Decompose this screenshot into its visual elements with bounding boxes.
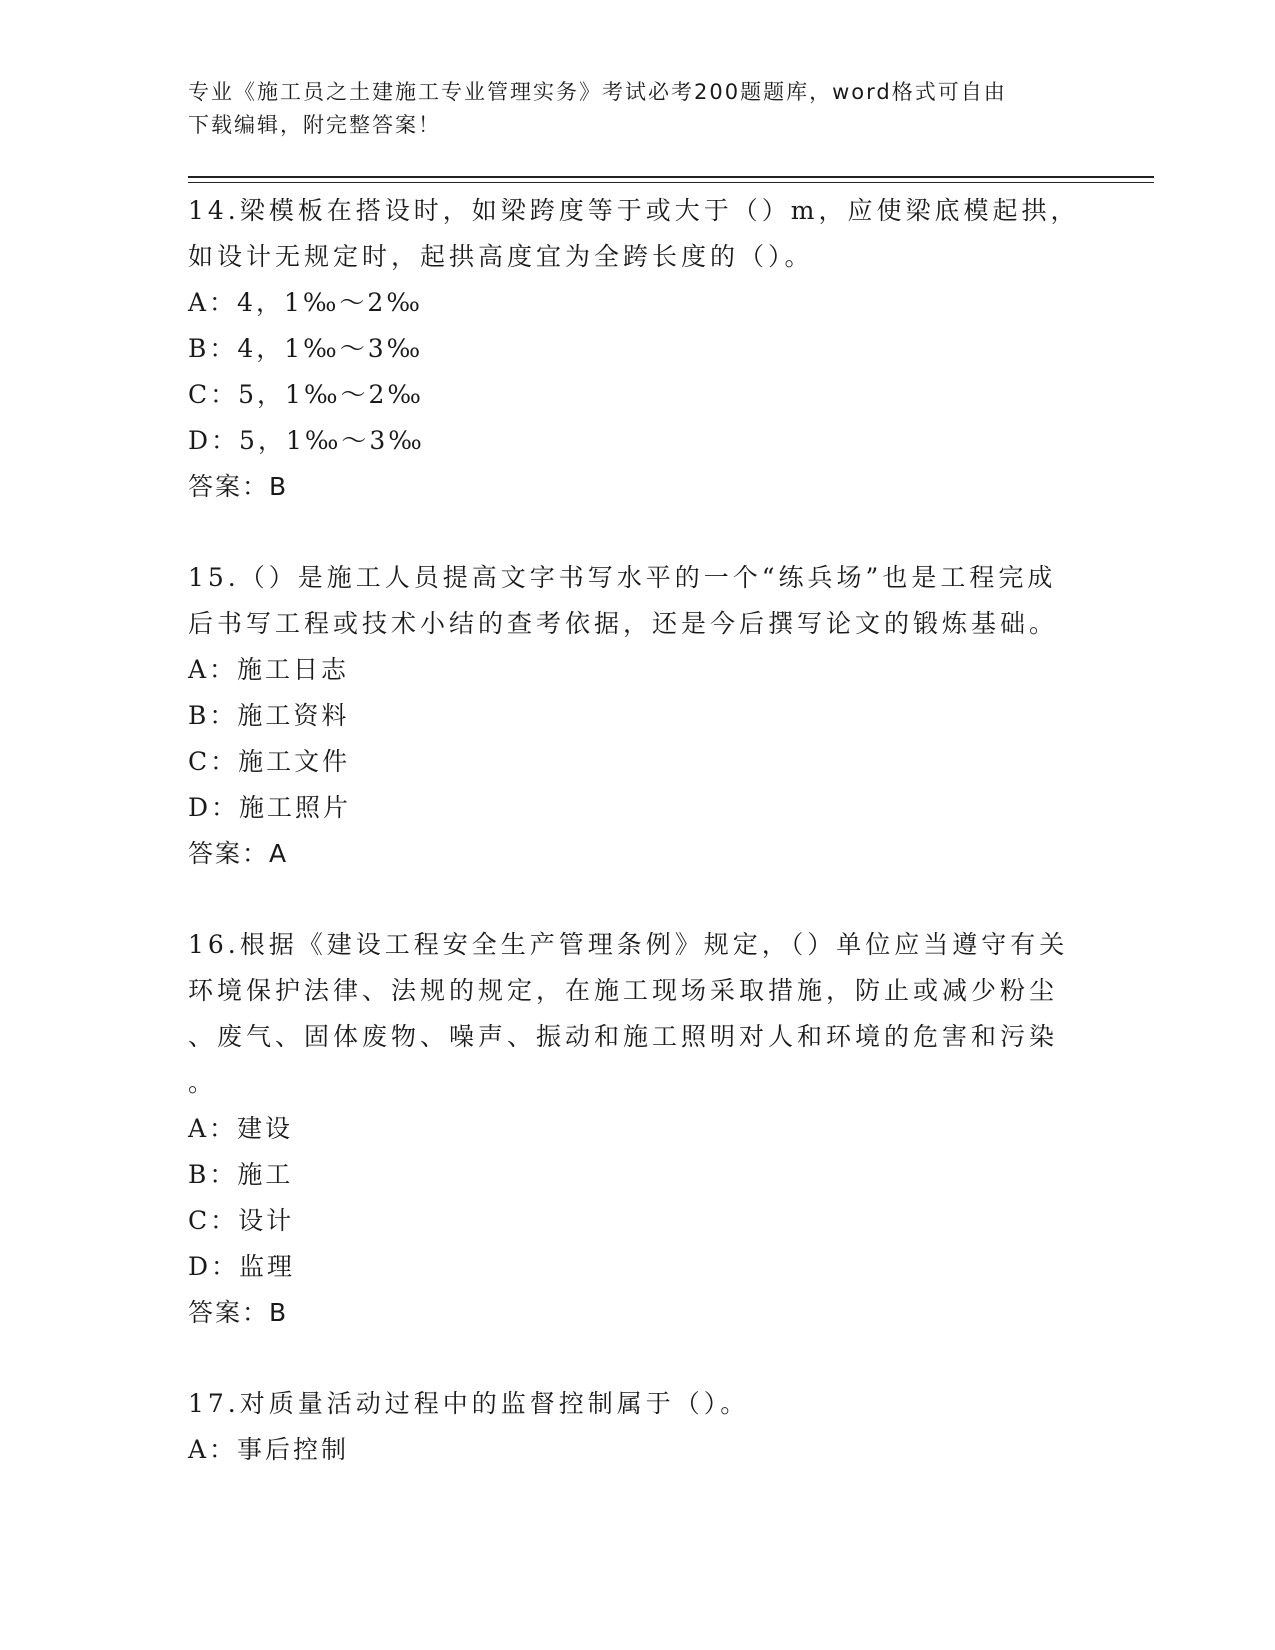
question-17 — [188, 1381, 1088, 1473]
option-d: D：监理 — [188, 1252, 296, 1281]
question-14 — [188, 188, 1088, 510]
spacer — [188, 510, 1088, 555]
question-text: 、废气、固体废物、噪声、振动和施工照明对人和环境的危害和污染 — [188, 1022, 1059, 1051]
question-text: 17.对质量活动过程中的监督控制属于（）。 — [188, 1389, 750, 1418]
question-text: 后书写工程或技术小结的查考依据，还是今后撰写论文的锻炼基础。 — [188, 609, 1059, 638]
question-text: 15.（）是施工人员提高文字书写水平的一个“练兵场”也是工程完成 — [188, 563, 1057, 592]
question-text: 环境保护法律、法规的规定，在施工现场采取措施，防止或减少粉尘 — [188, 976, 1059, 1005]
document-header — [188, 76, 1068, 142]
spacer — [188, 1336, 1088, 1381]
option-b: B：4，1‰～3‰ — [188, 334, 424, 363]
option-c: C：施工文件 — [188, 747, 351, 776]
option-c: C：设计 — [188, 1206, 295, 1235]
option-b: B：施工 — [188, 1160, 294, 1189]
option-a: A：4，1‰～2‰ — [188, 288, 423, 317]
question-text: 如设计无规定时，起拱高度宜为全跨长度的（）。 — [188, 242, 814, 271]
header-divider-thick — [188, 176, 1154, 178]
spacer — [188, 877, 1088, 922]
header-line-2: 下载编辑，附完整答案！ — [188, 113, 441, 137]
question-text: 。 — [188, 1068, 218, 1097]
question-text: 16.根据《建设工程安全生产管理条例》规定，（）单位应当遵守有关 — [188, 930, 1069, 959]
header-line-1: 专业《施工员之土建施工专业管理实务》考试必考200题题库，word格式可自由 — [188, 80, 1007, 104]
question-16 — [188, 922, 1088, 1336]
option-c: C：5，1‰～2‰ — [188, 380, 424, 409]
option-a: A：事后控制 — [188, 1435, 350, 1464]
question-list — [188, 188, 1088, 1473]
answer: 答案：A — [188, 839, 289, 868]
option-b: B：施工资料 — [188, 701, 350, 730]
answer: 答案：B — [188, 472, 289, 501]
option-a: A：建设 — [188, 1114, 294, 1143]
option-d: D：施工照片 — [188, 793, 352, 822]
question-15 — [188, 555, 1088, 877]
question-text: 14.梁模板在搭设时，如梁跨度等于或大于（）m，应使梁底模起拱， — [188, 196, 1080, 225]
option-d: D：5，1‰～3‰ — [188, 426, 425, 455]
header-divider-thin — [188, 182, 1154, 183]
option-a: A：施工日志 — [188, 655, 350, 684]
answer: 答案：B — [188, 1298, 289, 1327]
